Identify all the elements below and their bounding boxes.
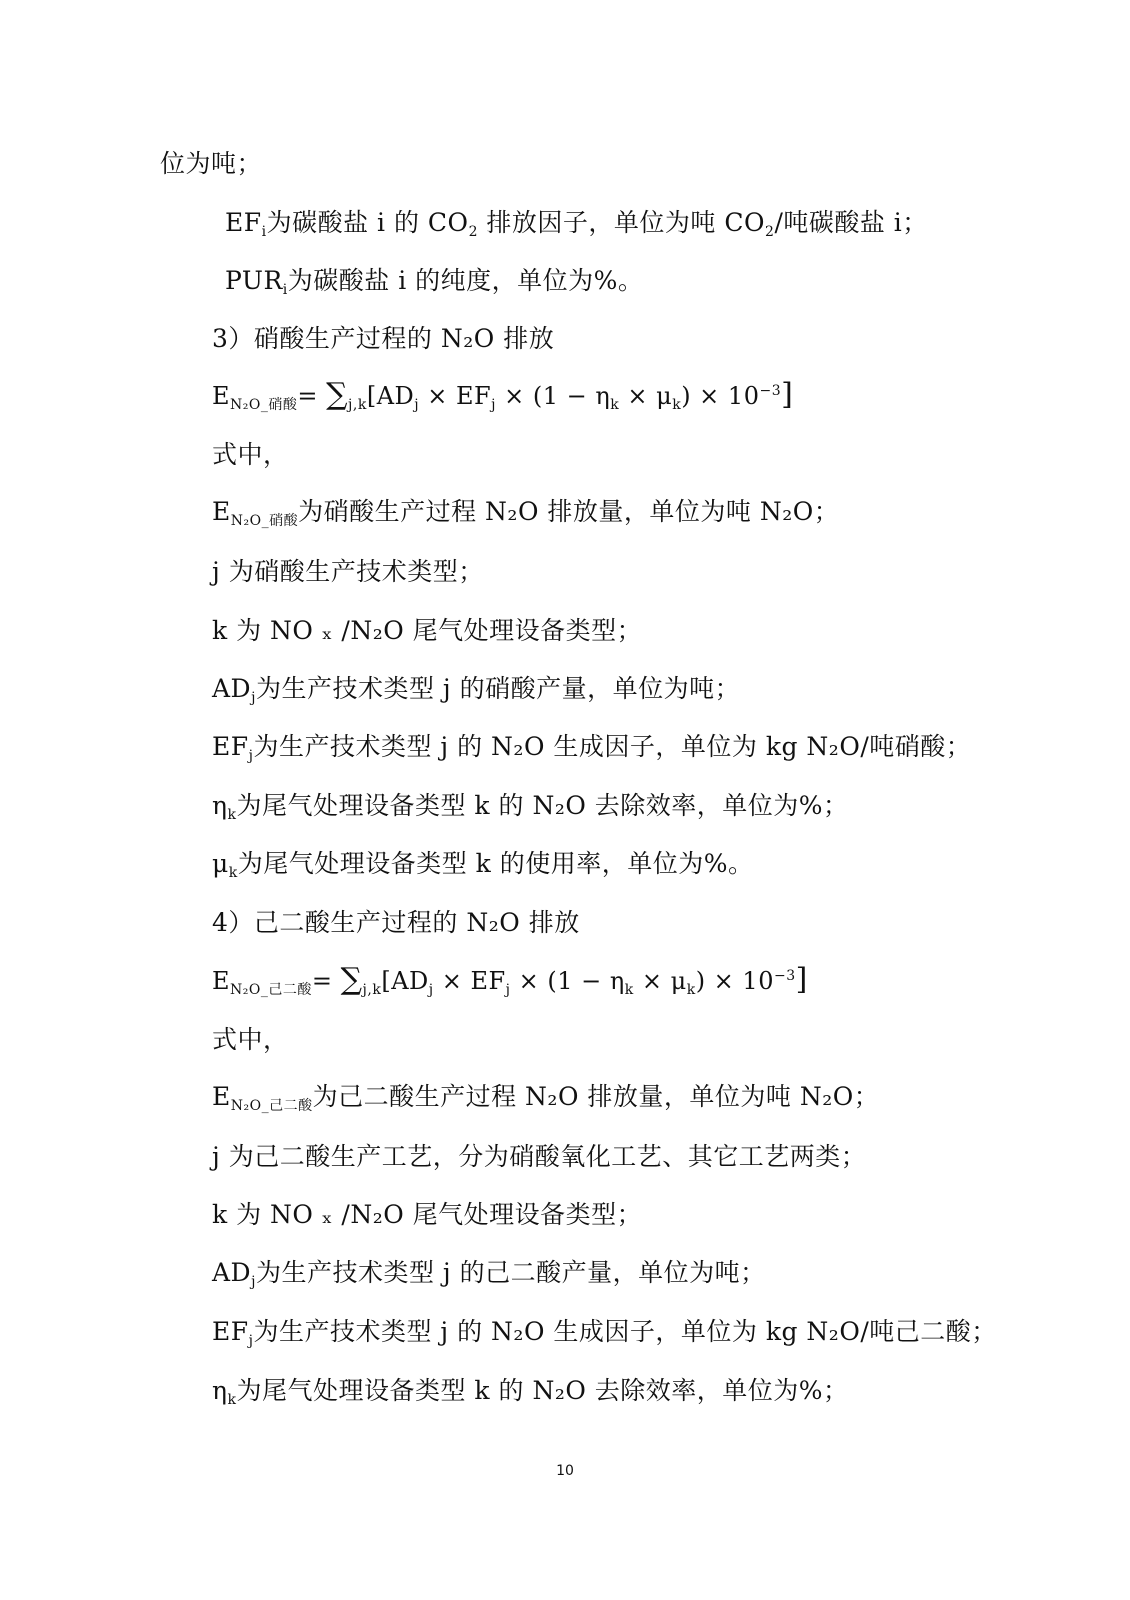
text-line: $AD_j$为生产技术类型 j 的己二酸产量，单位为吨； xyxy=(212,1258,766,1290)
text-line: $EF_j$为生产技术类型 j 的 N₂O 生成因子，单位为 kg N₂O/吨己二酸； xyxy=(212,1317,997,1349)
text-line: $\eta_k$为尾气处理设备类型 k 的 N₂O 去除效率，单位为%； xyxy=(212,791,849,823)
page-number: 10 xyxy=(556,1463,574,1479)
text-line: k 为 NO ₓ /N₂O 尾气处理设备类型； xyxy=(212,616,643,645)
section-heading: 4）己二酸生产过程的 N₂O 排放 xyxy=(212,908,580,937)
text-line: $AD_j$为生产技术类型 j 的硝酸产量，单位为吨； xyxy=(212,674,741,706)
text-line: $PUR_i$为碳酸盐 i 的纯度，单位为%。 xyxy=(225,266,644,298)
text-line: $EF_i$为碳酸盐 i 的 $CO_2$ 排放因子，单位为吨 $CO_2/$吨碳酸盐 i； xyxy=(225,208,928,240)
text-line: 式中， xyxy=(212,440,289,469)
formula-nitric-acid: $E_{N_2O\_硝酸}= \sum_{j,k}[AD_j \times EF_j \times (1 - \eta_k \times \mu_k) \times 10^{-3}]$ xyxy=(212,377,794,413)
text-line: k 为 NO ₓ /N₂O 尾气处理设备类型； xyxy=(212,1200,643,1229)
text-line: $E_{N_2O\_硝酸}$为硝酸生产过程 N₂O 排放量，单位为吨 N₂O； xyxy=(212,497,840,529)
text-line: $E_{N_2O\_己二酸}$为己二酸生产过程 N₂O 排放量，单位为吨 N₂O； xyxy=(212,1082,880,1114)
text-line: $EF_j$为生产技术类型 j 的 N₂O 生成因子，单位为 kg N₂O/吨硝酸； xyxy=(212,732,972,764)
text-line: $\eta_k$为尾气处理设备类型 k 的 N₂O 去除效率，单位为%； xyxy=(212,1376,849,1408)
text-line: $\mu_k$为尾气处理设备类型 k 的使用率，单位为%。 xyxy=(212,849,754,881)
text-line: j 为硝酸生产技术类型； xyxy=(212,557,484,586)
formula-adipic-acid: $E_{N_2O\_己二酸}= \sum_{j,k}[AD_j \times EF_j \times (1 - \eta_k \times \mu_k) \times 10^{-3}]$ xyxy=(212,962,808,998)
section-heading: 3）硝酸生产过程的 N₂O 排放 xyxy=(212,324,555,353)
text-line: 位为吨； xyxy=(160,149,263,178)
text-line: 式中， xyxy=(212,1025,289,1054)
text-line: j 为己二酸生产工艺，分为硝酸氧化工艺、其它工艺两类； xyxy=(212,1142,867,1171)
